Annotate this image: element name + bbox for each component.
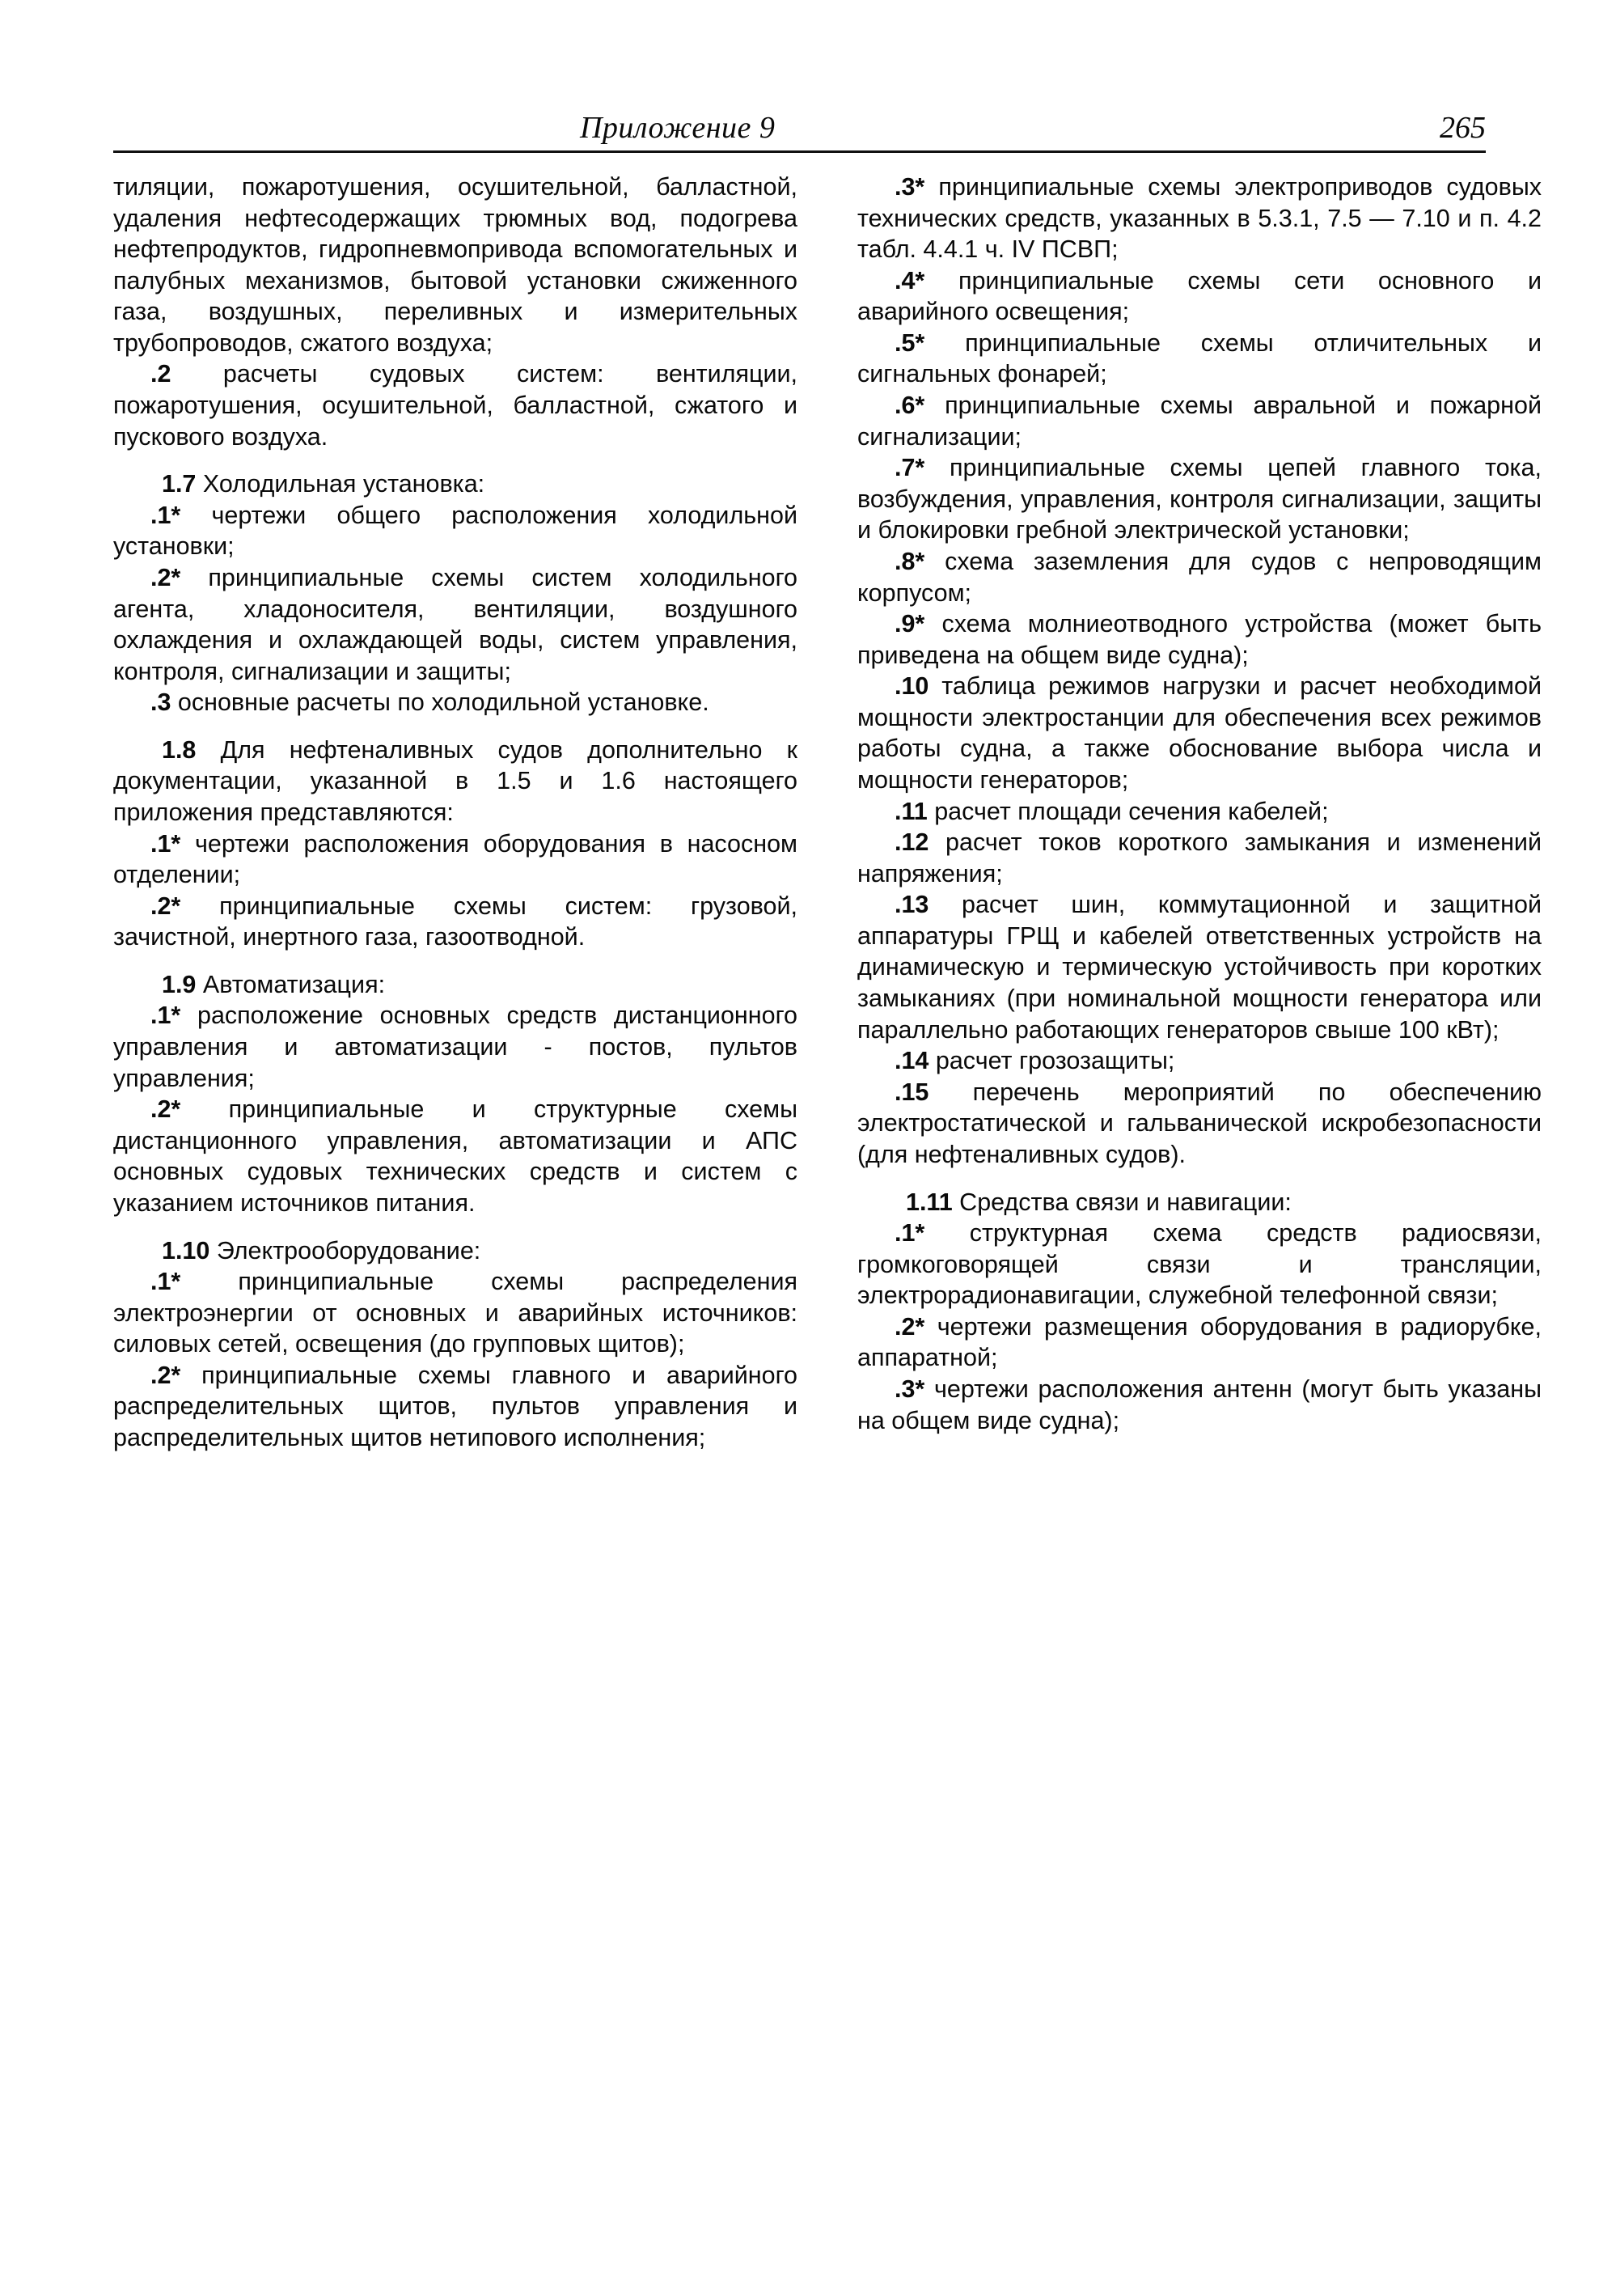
clause-number: .2* xyxy=(150,892,181,920)
clause-text: Электрооборудование: xyxy=(209,1236,481,1264)
clause-number: .13 xyxy=(895,891,929,919)
clause-number: .12 xyxy=(895,828,929,857)
clause-text: Средства связи и навигации: xyxy=(952,1188,1292,1216)
clause-number: 1.8 xyxy=(162,735,197,764)
clause-text: принципиальные схемы главного и аварийного распределительных щитов, пультов управления и распределительных щитов нетипового исполнения; xyxy=(113,1361,797,1451)
paragraph xyxy=(113,969,797,1001)
paragraph xyxy=(113,687,797,718)
paragraph xyxy=(857,796,1542,828)
paragraph xyxy=(857,265,1542,328)
clause-number: .5* xyxy=(895,328,925,357)
clause-text: принципиальные схемы систем холодильного агента, хладоносителя, вентиляции, воздушного охлаждения и охлаждающей воды, систем управления, контроля, сигнализации и защиты; xyxy=(113,563,797,685)
paragraph xyxy=(857,1218,1542,1311)
clause-number: .3* xyxy=(895,1375,925,1403)
paragraph xyxy=(857,1077,1542,1171)
clause-text: чертежи общего расположения холодильной установки; xyxy=(113,501,797,561)
clause-number: 1.9 xyxy=(162,970,197,998)
paragraph xyxy=(857,390,1542,452)
paragraph xyxy=(113,358,797,452)
clause-number: .1* xyxy=(895,1219,925,1248)
clause-number: .4* xyxy=(895,266,925,294)
paragraph xyxy=(857,671,1542,795)
paragraph xyxy=(113,468,797,500)
clause-number: .1* xyxy=(150,829,181,858)
paragraph xyxy=(113,562,797,687)
paragraph xyxy=(857,1374,1542,1436)
clause-text: принципиальные схемы систем: грузовой, зачистной, инертного газа, газоотводной. xyxy=(113,892,797,951)
clause-text: расчет шин, коммутационной и защитной аппаратуры ГРЩ и кабелей ответственных устройств на динамическую и термическую устойчивость при коротких замыканиях (при номинальной мощности генератора или параллельно работающих генераторов свыше 100 кВт); xyxy=(857,891,1542,1044)
paragraph xyxy=(113,1094,797,1218)
clause-text: принципиальные схемы цепей главного тока, возбуждения, управления, контроля сигнализации, защиты и блокировки гребной электрической установки; xyxy=(857,454,1542,544)
clause-number: .3* xyxy=(895,173,925,201)
paragraph xyxy=(113,1360,797,1454)
clause-number: .3 xyxy=(150,688,171,717)
clause-number: 1.7 xyxy=(162,470,197,498)
header-title: Приложение 9 xyxy=(579,111,776,145)
clause-text: тиляции, пожаротушения, осушительной, балластной, удаления нефтесодержащих трюмных вод, подогрева нефтепродуктов, гидропневмопривода вспомогательных и палубных механизмов, бытовой установки сжиженного газа, воздушных, переливных и измерительных трубопроводов, сжатого воздуха; xyxy=(113,173,797,357)
paragraph xyxy=(113,172,797,358)
body-columns xyxy=(113,172,1542,2239)
clause-number: .11 xyxy=(895,797,928,825)
clause-text: принципиальные схемы электроприводов судовых технических средств, указанных в 5.3.1, 7.5 — 7.10 и п. 4.2 табл. 4.4.1 ч. IV ПСВП; xyxy=(857,173,1542,264)
clause-text: основные расчеты по холодильной установке. xyxy=(171,688,709,717)
clause-text: принципиальные схемы распределения электроэнергии от основных и аварийных источников: силовых сетей, освещения (до групповых щитов); xyxy=(113,1268,797,1358)
page-number: 265 xyxy=(1440,111,1486,145)
clause-text: расчет грозозащиты; xyxy=(929,1047,1175,1075)
clause-text: таблица режимов нагрузки и расчет необходимой мощности электростанции для обеспечения всех режимов работы судна, а также обоснование выбора числа и мощности генераторов; xyxy=(857,672,1542,794)
clause-number: .7* xyxy=(895,454,925,482)
clause-text: расчет токов короткого замыкания и изменений напряжения; xyxy=(857,828,1542,887)
clause-text: перечень мероприятий по обеспечению электростатической и гальванической искробезопасности (для нефтеналивных судов). xyxy=(857,1078,1542,1168)
left-column xyxy=(113,172,797,2239)
paragraph xyxy=(113,1266,797,1360)
paragraph xyxy=(113,1000,797,1094)
right-column xyxy=(857,172,1542,2239)
clause-text: схема молниеотводного устройства (может быть приведена на общем виде судна); xyxy=(857,610,1542,669)
clause-text: принципиальные схемы отличительных и сигнальных фонарей; xyxy=(857,328,1542,388)
clause-number: .1* xyxy=(150,1002,181,1030)
clause-number: .10 xyxy=(895,672,929,701)
clause-number: .2* xyxy=(895,1312,925,1341)
clause-text: расположение основных средств дистанционного управления и автоматизации - постов, пультов управления; xyxy=(113,1002,797,1092)
clause-text: Холодильная установка: xyxy=(196,470,485,498)
paragraph xyxy=(113,891,797,953)
clause-text: структурная схема средств радиосвязи, громкоговорящей связи и трансляции, электрорадионавигации, служебной телефонной связи; xyxy=(857,1219,1542,1310)
paragraph xyxy=(113,828,797,891)
paragraph xyxy=(857,1187,1542,1218)
paragraph xyxy=(113,500,797,562)
clause-text: расчет площади сечения кабелей; xyxy=(927,797,1329,825)
clause-number: .2 xyxy=(150,360,171,388)
paragraph xyxy=(113,1235,797,1267)
paragraph xyxy=(857,546,1542,608)
clause-text: схема заземления для судов с непроводящим корпусом; xyxy=(857,547,1542,607)
clause-number: .2* xyxy=(150,563,181,591)
paragraph xyxy=(857,889,1542,1045)
clause-number: .2* xyxy=(150,1361,181,1389)
clause-text: принципиальные схемы сети основного и аварийного освещения; xyxy=(857,266,1542,326)
clause-number: 1.11 xyxy=(906,1188,953,1216)
paragraph xyxy=(113,735,797,828)
clause-number: .15 xyxy=(895,1078,929,1106)
page-header xyxy=(113,89,1486,146)
clause-text: принципиальные схемы авральной и пожарной сигнализации; xyxy=(857,392,1542,451)
clause-number: .1* xyxy=(150,1268,181,1296)
clause-text: Для нефтеналивных судов дополнительно к документации, указанной в 1.5 и 1.6 настоящего приложения представляются: xyxy=(113,735,797,826)
clause-text: расчеты судовых систем: вентиляции, пожаротушения, осушительной, балластной, сжатого и пускового воздуха. xyxy=(113,360,797,451)
clause-text: чертежи расположения оборудования в насосном отделении; xyxy=(113,829,797,889)
clause-text: принципиальные и структурные схемы дистанционного управления, автоматизации и АПС основных судовых технических средств и систем с указанием источников питания. xyxy=(113,1095,797,1217)
clause-number: .1* xyxy=(150,501,181,529)
paragraph xyxy=(857,172,1542,265)
clause-text: чертежи размещения оборудования в радиорубке, аппаратной; xyxy=(857,1312,1542,1372)
paragraph xyxy=(857,452,1542,546)
clause-number: 1.10 xyxy=(162,1236,210,1264)
clause-text: чертежи расположения антенн (могут быть указаны на общем виде судна); xyxy=(857,1375,1542,1434)
clause-number: .8* xyxy=(895,547,925,575)
clause-number: .9* xyxy=(895,610,925,638)
header-rule xyxy=(113,150,1486,153)
paragraph xyxy=(857,328,1542,390)
clause-text: Автоматизация: xyxy=(196,970,386,998)
paragraph xyxy=(857,827,1542,889)
paragraph xyxy=(857,1045,1542,1077)
paragraph xyxy=(857,608,1542,671)
clause-number: .14 xyxy=(895,1047,929,1075)
clause-number: .2* xyxy=(150,1095,181,1124)
paragraph xyxy=(857,1311,1542,1374)
clause-number: .6* xyxy=(895,392,925,420)
